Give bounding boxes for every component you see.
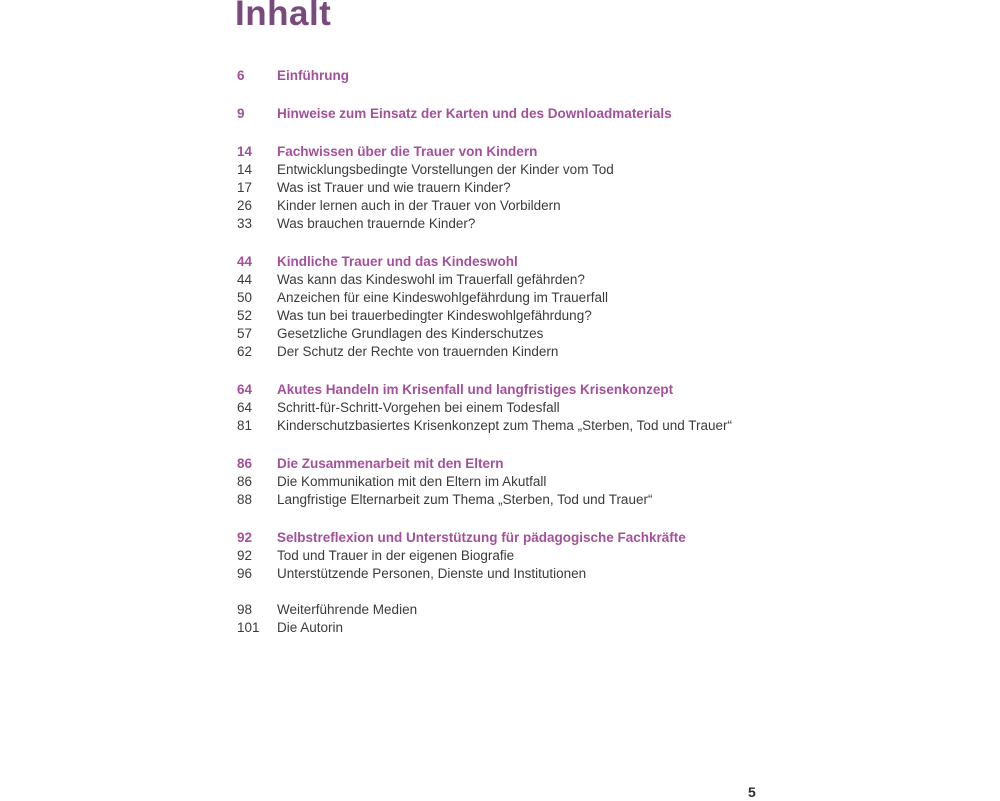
- toc-entry-page-number: 14: [237, 144, 253, 159]
- toc-section: [237, 253, 857, 361]
- toc-row-entry: [237, 601, 857, 619]
- toc-entry-page-number: 81: [237, 418, 253, 433]
- toc-row-entry: [237, 343, 857, 361]
- toc-entry-page-number: 6: [237, 68, 245, 83]
- toc-entry-label: Gesetzliche Grundlagen des Kinderschutzes: [277, 326, 544, 341]
- toc-section: [237, 105, 857, 123]
- toc-entry-label: Die Zusammenarbeit mit den Eltern: [277, 456, 504, 471]
- toc-entry-label: Tod und Trauer in der eigenen Biografie: [277, 548, 515, 563]
- toc-closing-group: [237, 601, 857, 637]
- toc-entry-page-number: 88: [237, 492, 253, 507]
- toc-entry-page-number: 64: [237, 382, 253, 397]
- toc-list: [237, 67, 857, 637]
- toc-entry-label: Kinder lernen auch in der Trauer von Vorbildern: [277, 198, 561, 213]
- toc-row-entry: [237, 417, 857, 435]
- toc-row-entry: [237, 215, 857, 233]
- toc-entry-label: Was kann das Kindeswohl im Trauerfall gefährden?: [277, 272, 585, 287]
- toc-entry-label: Entwicklungsbedingte Vorstellungen der Kinder vom Tod: [277, 162, 614, 177]
- toc-entry-label: Hinweise zum Einsatz der Karten und des Downloadmaterials: [277, 106, 672, 121]
- toc-row-entry: [237, 399, 857, 417]
- toc-entry-page-number: 64: [237, 400, 253, 415]
- toc-entry-label: Weiterführende Medien: [277, 602, 418, 617]
- toc-entry-label: Akutes Handeln im Krisenfall und langfristiges Krisenkonzept: [277, 382, 674, 397]
- toc-entry-page-number: 44: [237, 272, 253, 287]
- toc-entry-label: Was tun bei trauerbedingter Kindeswohlgefährdung?: [277, 308, 592, 323]
- toc-entry-page-number: 92: [237, 548, 253, 563]
- toc-entry-label: Anzeichen für eine Kindeswohlgefährdung im Trauerfall: [277, 290, 608, 305]
- toc-entry-page-number: 86: [237, 474, 253, 489]
- toc-row-entry: [237, 565, 857, 583]
- toc-row-entry: [237, 161, 857, 179]
- toc-row-entry: [237, 325, 857, 343]
- toc-row-heading: [237, 253, 857, 271]
- toc-entry-page-number: 17: [237, 180, 253, 195]
- toc-entry-page-number: 96: [237, 566, 253, 581]
- toc-entry-label: Einführung: [277, 68, 349, 83]
- folio-page-number: 5: [748, 784, 756, 800]
- toc-row-entry: [237, 271, 857, 289]
- toc-row-heading: [237, 105, 857, 123]
- toc-entry-label: Der Schutz der Rechte von trauernden Kindern: [277, 344, 559, 359]
- toc-entry-label: Selbstreflexion und Unterstützung für pädagogische Fachkräfte: [277, 530, 686, 545]
- toc-entry-page-number: 98: [237, 602, 253, 617]
- toc-section: [237, 143, 857, 233]
- toc-entry-page-number: 44: [237, 254, 253, 269]
- toc-entry-page-number: 33: [237, 216, 253, 231]
- toc-entry-page-number: 9: [237, 106, 245, 121]
- toc-entry-page-number: 52: [237, 308, 253, 323]
- toc-row-heading: [237, 381, 857, 399]
- toc-entry-page-number: 101: [237, 620, 260, 635]
- toc-entry-page-number: 86: [237, 456, 253, 471]
- toc-entry-page-number: 57: [237, 326, 253, 341]
- toc-entry-label: Langfristige Elternarbeit zum Thema „Sterben, Tod und Trauer“: [277, 492, 653, 507]
- toc-section: [237, 67, 857, 85]
- toc-row-entry: [237, 547, 857, 565]
- page-title: Inhalt: [235, 0, 332, 33]
- toc-row-heading: [237, 529, 857, 547]
- toc-section: [237, 455, 857, 509]
- toc-row-entry: [237, 619, 857, 637]
- toc-page: [237, 0, 857, 637]
- toc-entry-label: Unterstützende Personen, Dienste und Institutionen: [277, 566, 587, 581]
- toc-entry-label: Was ist Trauer und wie trauern Kinder?: [277, 180, 511, 195]
- toc-row-entry: [237, 179, 857, 197]
- toc-entry-label: Kindliche Trauer und das Kindeswohl: [277, 254, 518, 269]
- toc-entry-page-number: 14: [237, 162, 253, 177]
- toc-row-heading: [237, 67, 857, 85]
- toc-entry-page-number: 62: [237, 344, 253, 359]
- toc-entry-page-number: 26: [237, 198, 253, 213]
- toc-entry-label: Fachwissen über die Trauer von Kindern: [277, 144, 538, 159]
- toc-entry-page-number: 50: [237, 290, 253, 305]
- toc-entry-label: Die Kommunikation mit den Eltern im Akutfall: [277, 474, 547, 489]
- toc-entry-label: Die Autorin: [277, 620, 344, 635]
- toc-row-heading: [237, 143, 857, 161]
- toc-row-entry: [237, 289, 857, 307]
- toc-entry-label: Was brauchen trauernde Kinder?: [277, 216, 476, 231]
- toc-row-heading: [237, 455, 857, 473]
- toc-section: [237, 529, 857, 583]
- toc-row-entry: [237, 197, 857, 215]
- toc-section: [237, 381, 857, 435]
- toc-row-entry: [237, 491, 857, 509]
- toc-entry-page-number: 92: [237, 530, 253, 545]
- toc-row-entry: [237, 473, 857, 491]
- toc-entry-label: Schritt-für-Schritt-Vorgehen bei einem Todesfall: [277, 400, 560, 415]
- toc-entry-label: Kinderschutzbasiertes Krisenkonzept zum Thema „Sterben, Tod und Trauer“: [277, 418, 732, 433]
- toc-row-entry: [237, 307, 857, 325]
